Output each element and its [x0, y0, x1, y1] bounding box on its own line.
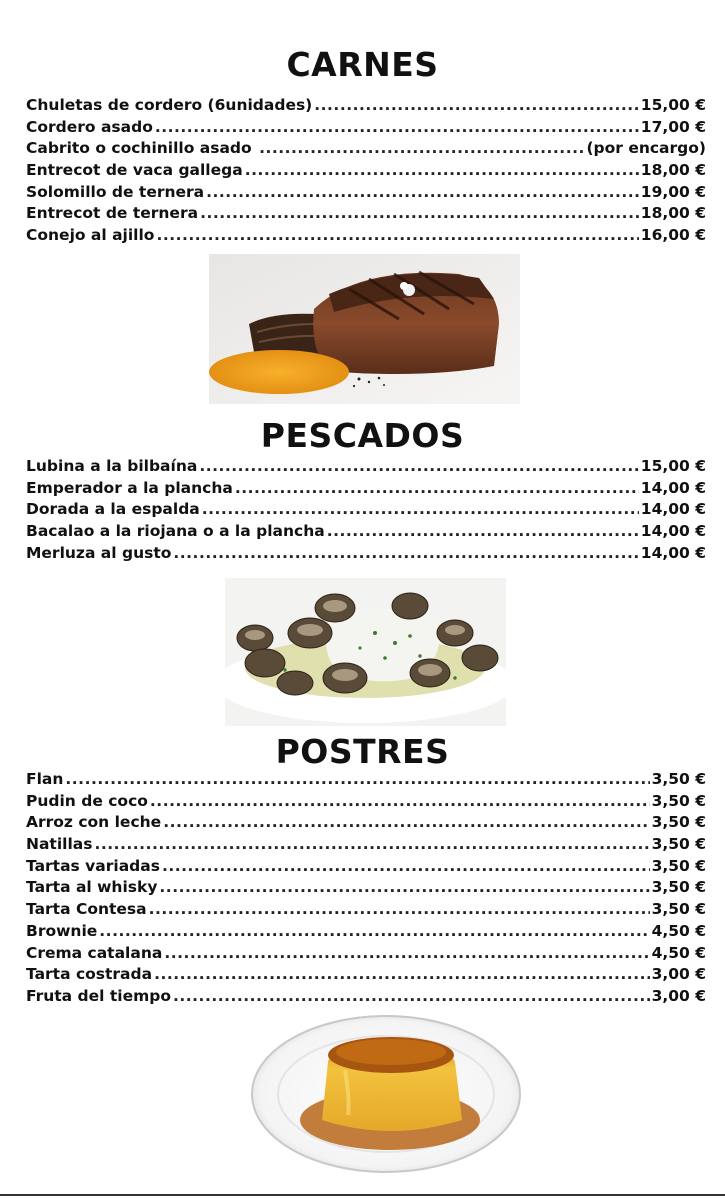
item-price: 3,50 €: [651, 813, 706, 832]
dot-leader: [154, 964, 649, 986]
menu-item: [26, 478, 706, 500]
item-price: 3,00 €: [651, 986, 706, 1005]
item-name: Chuletas de cordero (6unidades): [26, 96, 313, 114]
dot-leader: [245, 160, 639, 182]
item-price: 16,00 €: [640, 226, 706, 245]
dot-leader: [173, 986, 650, 1008]
item-price: (por encargo): [586, 139, 706, 158]
dot-leader: [65, 769, 649, 791]
menu-list-postres: [26, 769, 706, 1008]
dot-leader: [94, 834, 649, 856]
item-name: Tarta al whisky: [26, 878, 158, 897]
section-title-pescados: PESCADOS: [260, 416, 465, 455]
item-name: Flan: [26, 770, 64, 788]
menu-item: [26, 521, 706, 543]
dot-leader: [173, 543, 638, 565]
dot-leader: [202, 499, 639, 521]
menu-item: [26, 964, 706, 986]
menu-item: [26, 834, 706, 856]
dot-leader: [150, 791, 650, 813]
menu-item: [26, 203, 706, 225]
item-name: Fruta del tiempo: [26, 986, 171, 1005]
menu-item: [26, 543, 706, 565]
item-price: 3,50 €: [651, 856, 706, 875]
menu-item: [26, 769, 706, 791]
item-name: Brownie: [26, 921, 98, 940]
item-name: Tarta costrada: [26, 965, 153, 984]
item-name: Cordero asado: [26, 117, 153, 136]
dot-leader: [206, 182, 639, 204]
item-name: Solomillo de ternera: [26, 182, 205, 201]
dot-leader: [149, 899, 650, 921]
dot-leader: [159, 877, 649, 899]
menu-item: [26, 856, 706, 878]
item-price: 3,00 €: [651, 965, 706, 984]
dot-leader: [259, 138, 584, 160]
menu-item: [26, 812, 706, 834]
item-name: Emperador a la plancha: [26, 478, 233, 497]
item-price: 14,00 €: [640, 500, 706, 519]
menu-item: [26, 456, 706, 478]
menu-item: [26, 225, 706, 247]
item-name: Merluza al gusto: [26, 543, 172, 562]
menu-item: [26, 182, 706, 204]
dot-leader: [155, 117, 639, 139]
item-name: Pudin de coco: [26, 791, 148, 810]
dot-leader: [164, 943, 649, 965]
item-name: Entrecot de ternera: [26, 204, 199, 223]
item-name: Crema catalana: [26, 943, 163, 962]
item-name: Cabrito o cochinillo asado: [26, 139, 258, 158]
dot-leader: [163, 812, 649, 834]
item-price: 18,00 €: [640, 204, 706, 223]
item-price: 15,00 €: [640, 457, 706, 475]
dot-leader: [156, 225, 638, 247]
menu-item: [26, 899, 706, 921]
section-title-carnes: CARNES: [286, 45, 439, 84]
dot-leader: [200, 203, 639, 225]
menu-item: [26, 160, 706, 182]
dot-leader: [235, 478, 639, 500]
item-price: 14,00 €: [640, 522, 706, 541]
menu-item: [26, 499, 706, 521]
dot-leader: [327, 521, 639, 543]
dot-leader: [99, 921, 649, 943]
menu-item: [26, 921, 706, 943]
fish-clams-photo: [225, 578, 506, 726]
menu-item: [26, 877, 706, 899]
item-price: 17,00 €: [640, 117, 706, 136]
item-name: Bacalao a la riojana o a la plancha: [26, 522, 325, 541]
item-price: 4,50 €: [651, 943, 706, 962]
menu-item: [26, 95, 706, 117]
item-price: 3,50 €: [651, 791, 706, 810]
item-name: Entrecot de vaca gallega: [26, 161, 243, 180]
item-name: Natillas: [26, 835, 93, 854]
item-price: 4,50 €: [651, 921, 706, 940]
steak-photo: [209, 254, 520, 404]
item-price: 3,50 €: [651, 878, 706, 897]
menu-item: [26, 943, 706, 965]
item-name: Dorada a la espalda: [26, 500, 200, 519]
menu-list-carnes: [26, 95, 706, 247]
section-title-postres: POSTRES: [275, 732, 450, 771]
item-price: 15,00 €: [640, 96, 706, 114]
item-price: 19,00 €: [640, 182, 706, 201]
flan-photo: [250, 1010, 522, 1175]
item-price: 14,00 €: [640, 478, 706, 497]
menu-item: [26, 986, 706, 1008]
dot-leader: [199, 456, 638, 478]
item-price: 14,00 €: [640, 543, 706, 562]
menu-item: [26, 138, 706, 160]
item-price: 3,50 €: [651, 900, 706, 919]
item-price: 3,50 €: [651, 770, 706, 788]
menu-list-pescados: [26, 456, 706, 564]
item-price: 3,50 €: [651, 835, 706, 854]
menu-item: [26, 117, 706, 139]
item-price: 18,00 €: [640, 161, 706, 180]
bottom-divider: [0, 1194, 725, 1196]
item-name: Lubina a la bilbaína: [26, 457, 198, 475]
menu-item: [26, 791, 706, 813]
dot-leader: [314, 95, 639, 117]
item-name: Tarta Contesa: [26, 900, 147, 919]
dot-leader: [162, 856, 650, 878]
item-name: Arroz con leche: [26, 813, 162, 832]
item-name: Tartas variadas: [26, 856, 160, 875]
item-name: Conejo al ajillo: [26, 226, 155, 245]
